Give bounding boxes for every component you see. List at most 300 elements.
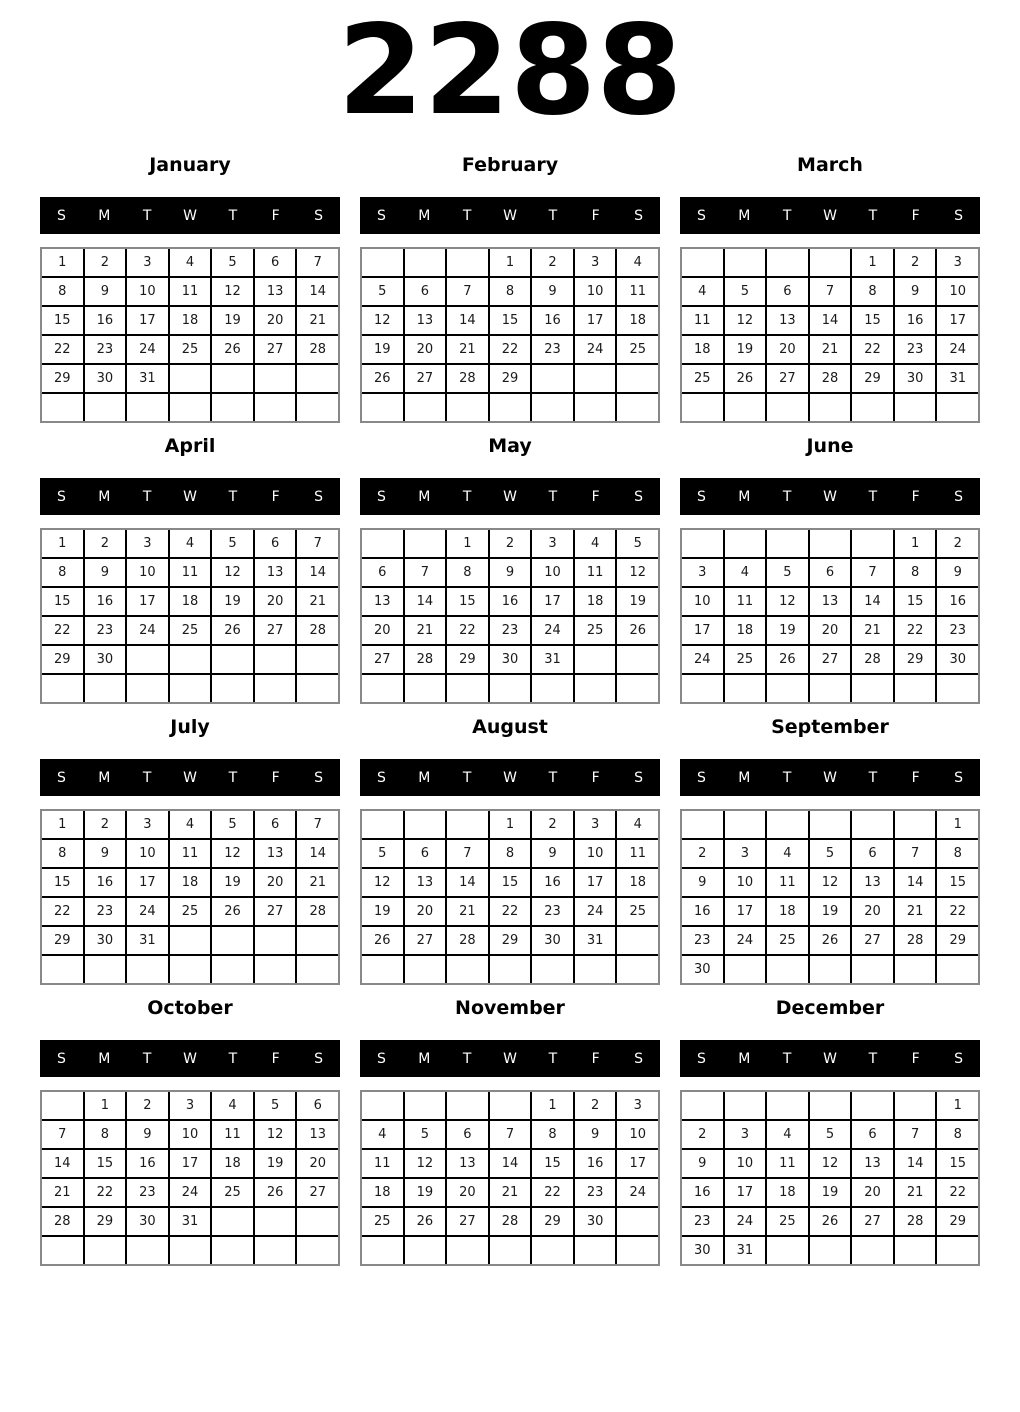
day-cell: 8 — [490, 840, 531, 867]
weekday-label: F — [591, 1050, 600, 1067]
day-cell: 31 — [127, 927, 168, 954]
day-cell: 13 — [362, 588, 403, 615]
day-cell: 7 — [405, 559, 446, 586]
day-cell: 28 — [447, 365, 488, 392]
month-section — [360, 999, 660, 1266]
weekday-header-row — [680, 1040, 980, 1077]
weekday-label: F — [911, 1050, 920, 1067]
day-cell: 23 — [85, 336, 126, 363]
month-section — [680, 156, 980, 423]
day-cell: 28 — [405, 646, 446, 673]
day-cell: 19 — [362, 336, 403, 363]
weekday-label: T — [228, 488, 238, 505]
empty-day-cell — [255, 956, 296, 983]
weekday-label: S — [634, 1050, 644, 1067]
empty-day-cell — [532, 675, 573, 702]
day-cell: 23 — [85, 617, 126, 644]
empty-day-cell — [362, 1237, 403, 1264]
day-cell: 1 — [852, 249, 893, 276]
weekday-label: W — [183, 488, 197, 505]
empty-day-cell — [212, 675, 253, 702]
weekday-label: W — [183, 769, 197, 786]
day-cell: 9 — [682, 869, 723, 896]
day-cell: 22 — [490, 898, 531, 925]
empty-day-cell — [297, 675, 338, 702]
day-cell: 4 — [682, 278, 723, 305]
weekday-label: S — [696, 488, 706, 505]
empty-day-cell — [617, 1208, 658, 1235]
month-section — [360, 156, 660, 423]
empty-day-cell — [127, 646, 168, 673]
day-cell: 17 — [617, 1150, 658, 1177]
day-cell: 2 — [85, 811, 126, 838]
day-cell: 27 — [852, 927, 893, 954]
day-cell: 24 — [725, 1208, 766, 1235]
empty-day-cell — [852, 1092, 893, 1119]
weekday-label: S — [314, 1050, 324, 1067]
weekday-label: S — [954, 207, 964, 224]
weekday-label: S — [954, 1050, 964, 1067]
empty-day-cell — [255, 1208, 296, 1235]
weekday-label: S — [696, 1050, 706, 1067]
empty-day-cell — [852, 956, 893, 983]
empty-day-cell — [810, 249, 851, 276]
weekday-label: F — [911, 769, 920, 786]
day-cell: 5 — [617, 530, 658, 557]
empty-day-cell — [447, 1092, 488, 1119]
day-cell: 8 — [85, 1121, 126, 1148]
empty-day-cell — [852, 675, 893, 702]
month-grid — [360, 528, 660, 704]
weekday-label: T — [548, 488, 558, 505]
empty-day-cell — [575, 365, 616, 392]
day-cell: 27 — [767, 365, 808, 392]
day-cell: 26 — [810, 927, 851, 954]
empty-day-cell — [682, 675, 723, 702]
weekday-label: T — [142, 769, 152, 786]
day-cell: 23 — [575, 1179, 616, 1206]
day-cell: 8 — [937, 840, 978, 867]
month-grid — [360, 1090, 660, 1266]
empty-day-cell — [725, 956, 766, 983]
empty-day-cell — [575, 956, 616, 983]
empty-day-cell — [725, 1092, 766, 1119]
month-grid — [680, 247, 980, 423]
day-cell: 13 — [405, 307, 446, 334]
weekday-label: T — [462, 207, 472, 224]
day-cell: 16 — [575, 1150, 616, 1177]
weekday-label: S — [56, 1050, 66, 1067]
empty-day-cell — [895, 811, 936, 838]
empty-day-cell — [170, 646, 211, 673]
day-cell: 15 — [42, 869, 83, 896]
weekday-label: S — [56, 207, 66, 224]
day-cell: 6 — [447, 1121, 488, 1148]
weekday-label: F — [591, 488, 600, 505]
day-cell: 6 — [255, 530, 296, 557]
day-cell: 23 — [682, 927, 723, 954]
day-cell: 4 — [575, 530, 616, 557]
day-cell: 29 — [937, 1208, 978, 1235]
month-title: March — [797, 154, 863, 177]
day-cell: 15 — [490, 307, 531, 334]
day-cell: 30 — [490, 646, 531, 673]
empty-day-cell — [895, 1237, 936, 1264]
day-cell: 1 — [490, 811, 531, 838]
day-cell: 9 — [532, 840, 573, 867]
day-cell: 11 — [617, 278, 658, 305]
weekday-label: T — [228, 1050, 238, 1067]
day-cell: 15 — [852, 307, 893, 334]
day-cell: 9 — [85, 840, 126, 867]
weekday-label: W — [823, 488, 837, 505]
day-cell: 13 — [255, 840, 296, 867]
day-cell: 28 — [447, 927, 488, 954]
month-title: November — [455, 997, 565, 1020]
month-section — [360, 718, 660, 985]
day-cell: 12 — [725, 307, 766, 334]
month-grid — [40, 1090, 340, 1266]
day-cell: 12 — [767, 588, 808, 615]
day-cell: 7 — [447, 278, 488, 305]
day-cell: 13 — [297, 1121, 338, 1148]
day-cell: 10 — [682, 588, 723, 615]
day-cell: 3 — [127, 530, 168, 557]
month-title: July — [170, 716, 210, 739]
day-cell: 2 — [490, 530, 531, 557]
day-cell: 16 — [937, 588, 978, 615]
day-cell: 17 — [127, 307, 168, 334]
day-cell: 23 — [937, 617, 978, 644]
day-cell: 18 — [682, 336, 723, 363]
day-cell: 8 — [447, 559, 488, 586]
weekday-label: W — [823, 769, 837, 786]
day-cell: 11 — [362, 1150, 403, 1177]
day-cell: 31 — [127, 365, 168, 392]
day-cell: 27 — [447, 1208, 488, 1235]
day-cell: 25 — [170, 898, 211, 925]
day-cell: 15 — [937, 869, 978, 896]
day-cell: 3 — [532, 530, 573, 557]
weekday-label: T — [782, 769, 792, 786]
day-cell: 10 — [575, 840, 616, 867]
day-cell: 12 — [362, 307, 403, 334]
month-section — [40, 999, 340, 1266]
day-cell: 21 — [42, 1179, 83, 1206]
day-cell: 22 — [937, 898, 978, 925]
weekday-label: W — [503, 207, 517, 224]
weekday-label: W — [503, 1050, 517, 1067]
day-cell: 7 — [42, 1121, 83, 1148]
day-cell: 3 — [617, 1092, 658, 1119]
empty-day-cell — [617, 675, 658, 702]
day-cell: 18 — [725, 617, 766, 644]
day-cell: 21 — [297, 588, 338, 615]
month-section — [680, 437, 980, 704]
empty-day-cell — [532, 1237, 573, 1264]
day-cell: 7 — [297, 249, 338, 276]
empty-day-cell — [127, 1237, 168, 1264]
empty-day-cell — [127, 394, 168, 421]
day-cell: 19 — [362, 898, 403, 925]
month-title: May — [488, 435, 532, 458]
weekday-label: T — [782, 488, 792, 505]
day-cell: 21 — [490, 1179, 531, 1206]
day-cell: 20 — [255, 307, 296, 334]
empty-day-cell — [170, 1237, 211, 1264]
weekday-header-row — [680, 759, 980, 796]
empty-day-cell — [255, 1237, 296, 1264]
weekday-label: M — [738, 488, 751, 505]
day-cell: 18 — [617, 307, 658, 334]
day-cell: 19 — [725, 336, 766, 363]
day-cell: 9 — [575, 1121, 616, 1148]
day-cell: 3 — [170, 1092, 211, 1119]
weekday-label: W — [823, 1050, 837, 1067]
day-cell: 21 — [852, 617, 893, 644]
month-title: October — [147, 997, 233, 1020]
empty-day-cell — [937, 675, 978, 702]
day-cell: 14 — [447, 307, 488, 334]
weekday-label: S — [634, 769, 644, 786]
day-cell: 18 — [575, 588, 616, 615]
day-cell: 2 — [575, 1092, 616, 1119]
day-cell: 17 — [127, 588, 168, 615]
weekday-header-row — [360, 197, 660, 234]
day-cell: 2 — [532, 811, 573, 838]
day-cell: 9 — [682, 1150, 723, 1177]
empty-day-cell — [170, 927, 211, 954]
day-cell: 22 — [85, 1179, 126, 1206]
day-cell: 9 — [937, 559, 978, 586]
empty-day-cell — [852, 811, 893, 838]
empty-day-cell — [852, 394, 893, 421]
day-cell: 8 — [42, 559, 83, 586]
empty-day-cell — [852, 530, 893, 557]
day-cell: 3 — [575, 811, 616, 838]
day-cell: 12 — [810, 869, 851, 896]
day-cell: 22 — [852, 336, 893, 363]
month-section — [40, 437, 340, 704]
weekday-label: S — [376, 769, 386, 786]
day-cell: 21 — [297, 869, 338, 896]
day-cell: 10 — [127, 559, 168, 586]
day-cell: 12 — [617, 559, 658, 586]
empty-day-cell — [255, 675, 296, 702]
month-title: January — [149, 154, 231, 177]
empty-day-cell — [682, 1092, 723, 1119]
day-cell: 20 — [405, 898, 446, 925]
month-grid — [680, 528, 980, 704]
weekday-label: T — [868, 769, 878, 786]
empty-day-cell — [937, 956, 978, 983]
empty-day-cell — [895, 1092, 936, 1119]
day-cell: 26 — [767, 646, 808, 673]
day-cell: 20 — [852, 1179, 893, 1206]
empty-day-cell — [42, 394, 83, 421]
month-section — [680, 999, 980, 1266]
weekday-label: S — [376, 207, 386, 224]
day-cell: 20 — [767, 336, 808, 363]
weekday-label: M — [418, 207, 431, 224]
empty-day-cell — [575, 394, 616, 421]
weekday-label: F — [271, 488, 280, 505]
empty-day-cell — [767, 530, 808, 557]
day-cell: 18 — [617, 869, 658, 896]
day-cell: 12 — [405, 1150, 446, 1177]
day-cell: 26 — [810, 1208, 851, 1235]
day-cell: 22 — [937, 1179, 978, 1206]
day-cell: 26 — [617, 617, 658, 644]
empty-day-cell — [297, 646, 338, 673]
month-grid — [680, 809, 980, 985]
weekday-label: M — [738, 207, 751, 224]
day-cell: 14 — [895, 869, 936, 896]
day-cell: 22 — [447, 617, 488, 644]
weekday-header-row — [40, 478, 340, 515]
day-cell: 14 — [490, 1150, 531, 1177]
day-cell: 17 — [682, 617, 723, 644]
weekday-label: T — [462, 769, 472, 786]
weekday-label: S — [56, 769, 66, 786]
day-cell: 10 — [170, 1121, 211, 1148]
empty-day-cell — [212, 956, 253, 983]
day-cell: 10 — [127, 840, 168, 867]
day-cell: 20 — [405, 336, 446, 363]
empty-day-cell — [617, 646, 658, 673]
day-cell: 3 — [937, 249, 978, 276]
calendar-grid — [0, 134, 1020, 1266]
empty-day-cell — [42, 1092, 83, 1119]
day-cell: 6 — [255, 249, 296, 276]
day-cell: 1 — [937, 1092, 978, 1119]
empty-day-cell — [810, 675, 851, 702]
day-cell: 28 — [895, 927, 936, 954]
day-cell: 30 — [937, 646, 978, 673]
day-cell: 27 — [255, 617, 296, 644]
day-cell: 3 — [725, 840, 766, 867]
empty-day-cell — [852, 1237, 893, 1264]
empty-day-cell — [85, 675, 126, 702]
weekday-label: T — [462, 1050, 472, 1067]
day-cell: 29 — [490, 927, 531, 954]
day-cell: 25 — [617, 898, 658, 925]
day-cell: 31 — [725, 1237, 766, 1264]
weekday-label: M — [418, 488, 431, 505]
weekday-label: F — [271, 1050, 280, 1067]
day-cell: 26 — [212, 336, 253, 363]
weekday-label: F — [591, 207, 600, 224]
day-cell: 30 — [85, 927, 126, 954]
day-cell: 23 — [85, 898, 126, 925]
day-cell: 21 — [297, 307, 338, 334]
day-cell: 8 — [937, 1121, 978, 1148]
day-cell: 25 — [767, 927, 808, 954]
weekday-label: M — [98, 207, 111, 224]
day-cell: 5 — [405, 1121, 446, 1148]
weekday-label: F — [271, 207, 280, 224]
day-cell: 14 — [405, 588, 446, 615]
day-cell: 24 — [575, 336, 616, 363]
day-cell: 19 — [405, 1179, 446, 1206]
day-cell: 11 — [575, 559, 616, 586]
day-cell: 7 — [297, 530, 338, 557]
empty-day-cell — [682, 811, 723, 838]
day-cell: 11 — [170, 559, 211, 586]
day-cell: 4 — [362, 1121, 403, 1148]
day-cell: 9 — [85, 559, 126, 586]
empty-day-cell — [42, 956, 83, 983]
weekday-header-row — [680, 197, 980, 234]
day-cell: 28 — [895, 1208, 936, 1235]
day-cell: 11 — [170, 278, 211, 305]
weekday-label: W — [183, 1050, 197, 1067]
day-cell: 16 — [532, 307, 573, 334]
weekday-header-row — [360, 478, 660, 515]
day-cell: 20 — [852, 898, 893, 925]
weekday-header-row — [40, 759, 340, 796]
weekday-header-row — [680, 478, 980, 515]
day-cell: 30 — [682, 1237, 723, 1264]
day-cell: 24 — [127, 617, 168, 644]
day-cell: 30 — [85, 365, 126, 392]
empty-day-cell — [405, 1092, 446, 1119]
day-cell: 22 — [42, 617, 83, 644]
empty-day-cell — [937, 394, 978, 421]
empty-day-cell — [212, 646, 253, 673]
empty-day-cell — [212, 365, 253, 392]
day-cell: 27 — [852, 1208, 893, 1235]
month-grid — [360, 247, 660, 423]
day-cell: 13 — [852, 1150, 893, 1177]
day-cell: 10 — [725, 869, 766, 896]
day-cell: 21 — [447, 898, 488, 925]
empty-day-cell — [362, 811, 403, 838]
day-cell: 7 — [810, 278, 851, 305]
empty-day-cell — [767, 1092, 808, 1119]
day-cell: 2 — [682, 840, 723, 867]
weekday-label: W — [183, 207, 197, 224]
day-cell: 17 — [575, 869, 616, 896]
day-cell: 7 — [297, 811, 338, 838]
day-cell: 20 — [297, 1150, 338, 1177]
empty-day-cell — [575, 1237, 616, 1264]
day-cell: 1 — [42, 249, 83, 276]
day-cell: 18 — [767, 1179, 808, 1206]
day-cell: 9 — [85, 278, 126, 305]
empty-day-cell — [617, 365, 658, 392]
weekday-label: S — [634, 488, 644, 505]
day-cell: 5 — [212, 530, 253, 557]
day-cell: 11 — [170, 840, 211, 867]
day-cell: 16 — [490, 588, 531, 615]
day-cell: 6 — [405, 840, 446, 867]
empty-day-cell — [255, 927, 296, 954]
empty-day-cell — [362, 249, 403, 276]
day-cell: 6 — [297, 1092, 338, 1119]
day-cell: 6 — [405, 278, 446, 305]
year-title: 2288 — [337, 0, 683, 143]
empty-day-cell — [405, 394, 446, 421]
weekday-label: M — [418, 769, 431, 786]
day-cell: 22 — [42, 336, 83, 363]
weekday-label: W — [503, 488, 517, 505]
day-cell: 24 — [575, 898, 616, 925]
day-cell: 6 — [767, 278, 808, 305]
empty-day-cell — [617, 956, 658, 983]
day-cell: 25 — [767, 1208, 808, 1235]
empty-day-cell — [212, 1237, 253, 1264]
